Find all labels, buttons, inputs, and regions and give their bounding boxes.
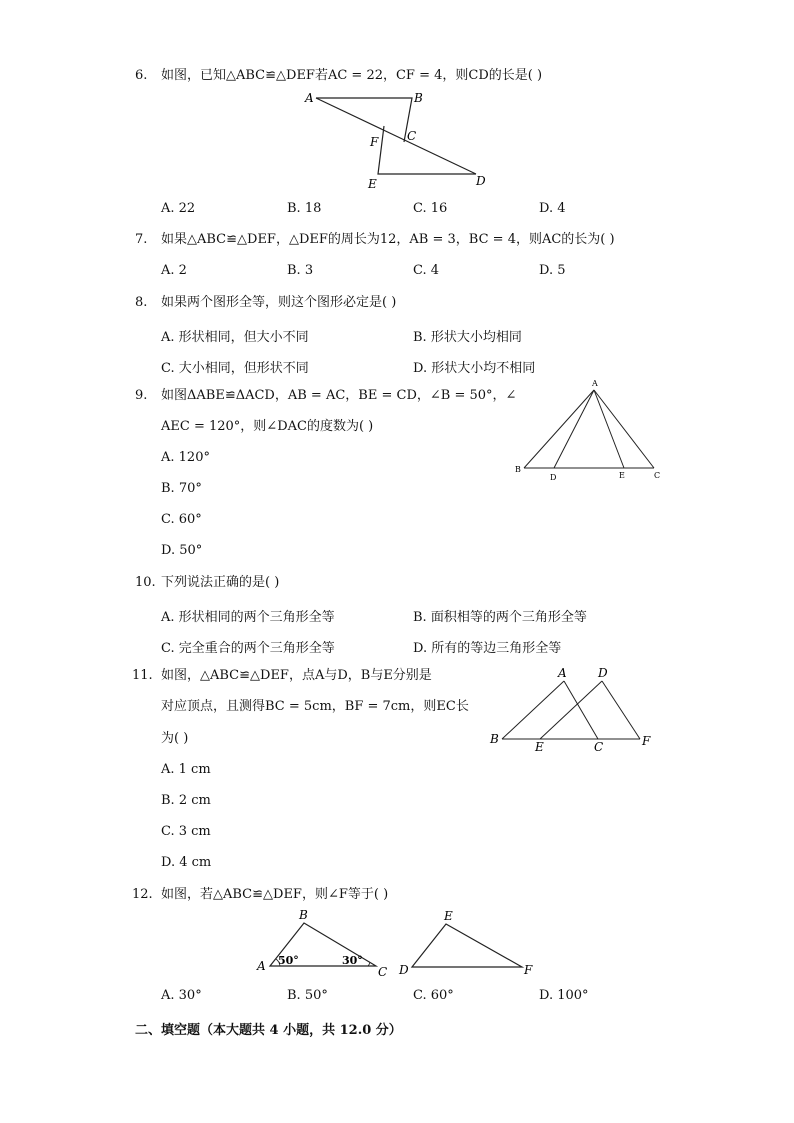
question-text-line2: 对应顶点，且测得BC = 5cm，BF = 7cm，则EC长 [161, 699, 469, 714]
option-b[interactable]: B. 面积相等的两个三角形全等 [413, 610, 587, 625]
option-c[interactable]: C. 4 [413, 263, 440, 278]
label-F: F [642, 734, 651, 748]
question-text: 如果两个图形全等，则这个图形必定是( ) [161, 295, 397, 310]
label-E: E [444, 909, 453, 923]
label-A: A [257, 959, 266, 973]
figure-q12-abc [254, 906, 394, 978]
question-text-line1: 如图ΔABE≌ΔACD，AB = AC，BE = CD，∠B = 50°，∠ [161, 388, 517, 403]
option-c[interactable]: C. 60° [413, 988, 454, 1003]
option-c[interactable]: C. 60° [161, 512, 202, 527]
option-b[interactable]: B. 形状大小均相同 [413, 330, 522, 345]
question-number: 12. [132, 887, 153, 902]
label-C: C [594, 740, 604, 754]
figure-q9 [510, 378, 670, 488]
label-F: F [524, 963, 533, 977]
question-text: 如果△ABC≌△DEF，△DEF的周长为12，AB = 3，BC = 4，则AC的长为( ) [161, 232, 615, 247]
label-E: E [368, 177, 377, 191]
option-b[interactable]: B. 70° [161, 481, 202, 496]
question-text-line1: 如图，△ABC≌△DEF，点A与D，B与E分别是 [161, 668, 432, 683]
question-number: 7. [135, 232, 148, 247]
label-D: D [598, 666, 608, 680]
question-number: 6. [135, 68, 148, 83]
option-a[interactable]: A. 形状相同的两个三角形全等 [161, 610, 335, 625]
option-b[interactable]: B. 2 cm [161, 793, 211, 808]
label-A: A [558, 666, 567, 680]
option-c[interactable]: C. 16 [413, 201, 448, 216]
label-F: F [370, 135, 379, 149]
angle-a-value: 50° [278, 954, 299, 967]
label-E: E [619, 471, 625, 480]
option-a[interactable]: A. 22 [161, 201, 196, 216]
label-C: C [654, 471, 661, 480]
option-a[interactable]: A. 120° [161, 450, 210, 465]
label-D: D [399, 963, 409, 977]
label-A: A [592, 379, 598, 388]
option-c[interactable]: C. 3 cm [161, 824, 211, 839]
option-a[interactable]: A. 2 [161, 263, 187, 278]
question-text-line3: 为( ) [161, 731, 189, 746]
label-D: D [550, 473, 557, 482]
label-E: E [535, 740, 544, 754]
question-number: 9. [135, 388, 148, 403]
question-number: 8. [135, 295, 148, 310]
section-heading: 二、填空题（本大题共 4 小题，共 12.0 分） [135, 1023, 402, 1038]
option-d[interactable]: D. 5 [539, 263, 566, 278]
option-d[interactable]: D. 4 [539, 201, 566, 216]
label-C: C [378, 965, 388, 979]
question-number: 11. [132, 668, 153, 683]
option-a[interactable]: A. 1 cm [161, 762, 211, 777]
figure-q6 [300, 88, 500, 193]
label-B: B [414, 91, 423, 105]
question-number: 10. [135, 575, 156, 590]
question-text: 下列说法正确的是( ) [161, 575, 280, 590]
option-d[interactable]: D. 50° [161, 543, 203, 558]
label-C: C [407, 129, 417, 143]
option-c[interactable]: C. 大小相同，但形状不同 [161, 361, 309, 376]
question-text: 如图，已知△ABC≌△DEF若AC = 22，CF = 4，则CD的长是( ) [161, 68, 543, 83]
label-B: B [515, 465, 521, 474]
option-a[interactable]: A. 形状相同，但大小不同 [161, 330, 309, 345]
figure-q12-def [396, 906, 546, 978]
option-b[interactable]: B. 3 [287, 263, 314, 278]
label-A: A [305, 91, 314, 105]
label-B: B [299, 908, 308, 922]
option-d[interactable]: D. 所有的等边三角形全等 [413, 641, 562, 656]
angle-c-value: 30° [342, 954, 363, 967]
question-text-line2: AEC = 120°，则∠DAC的度数为( ) [161, 419, 374, 434]
label-D: D [476, 174, 486, 188]
option-d[interactable]: D. 100° [539, 988, 589, 1003]
label-B: B [490, 732, 499, 746]
option-d[interactable]: D. 形状大小均不相同 [413, 361, 536, 376]
option-a[interactable]: A. 30° [161, 988, 202, 1003]
option-b[interactable]: B. 50° [287, 988, 328, 1003]
option-d[interactable]: D. 4 cm [161, 855, 212, 870]
option-b[interactable]: B. 18 [287, 201, 322, 216]
question-text: 如图，若△ABC≌△DEF，则∠F等于( ) [161, 887, 389, 902]
option-c[interactable]: C. 完全重合的两个三角形全等 [161, 641, 335, 656]
figure-q11 [488, 665, 663, 755]
